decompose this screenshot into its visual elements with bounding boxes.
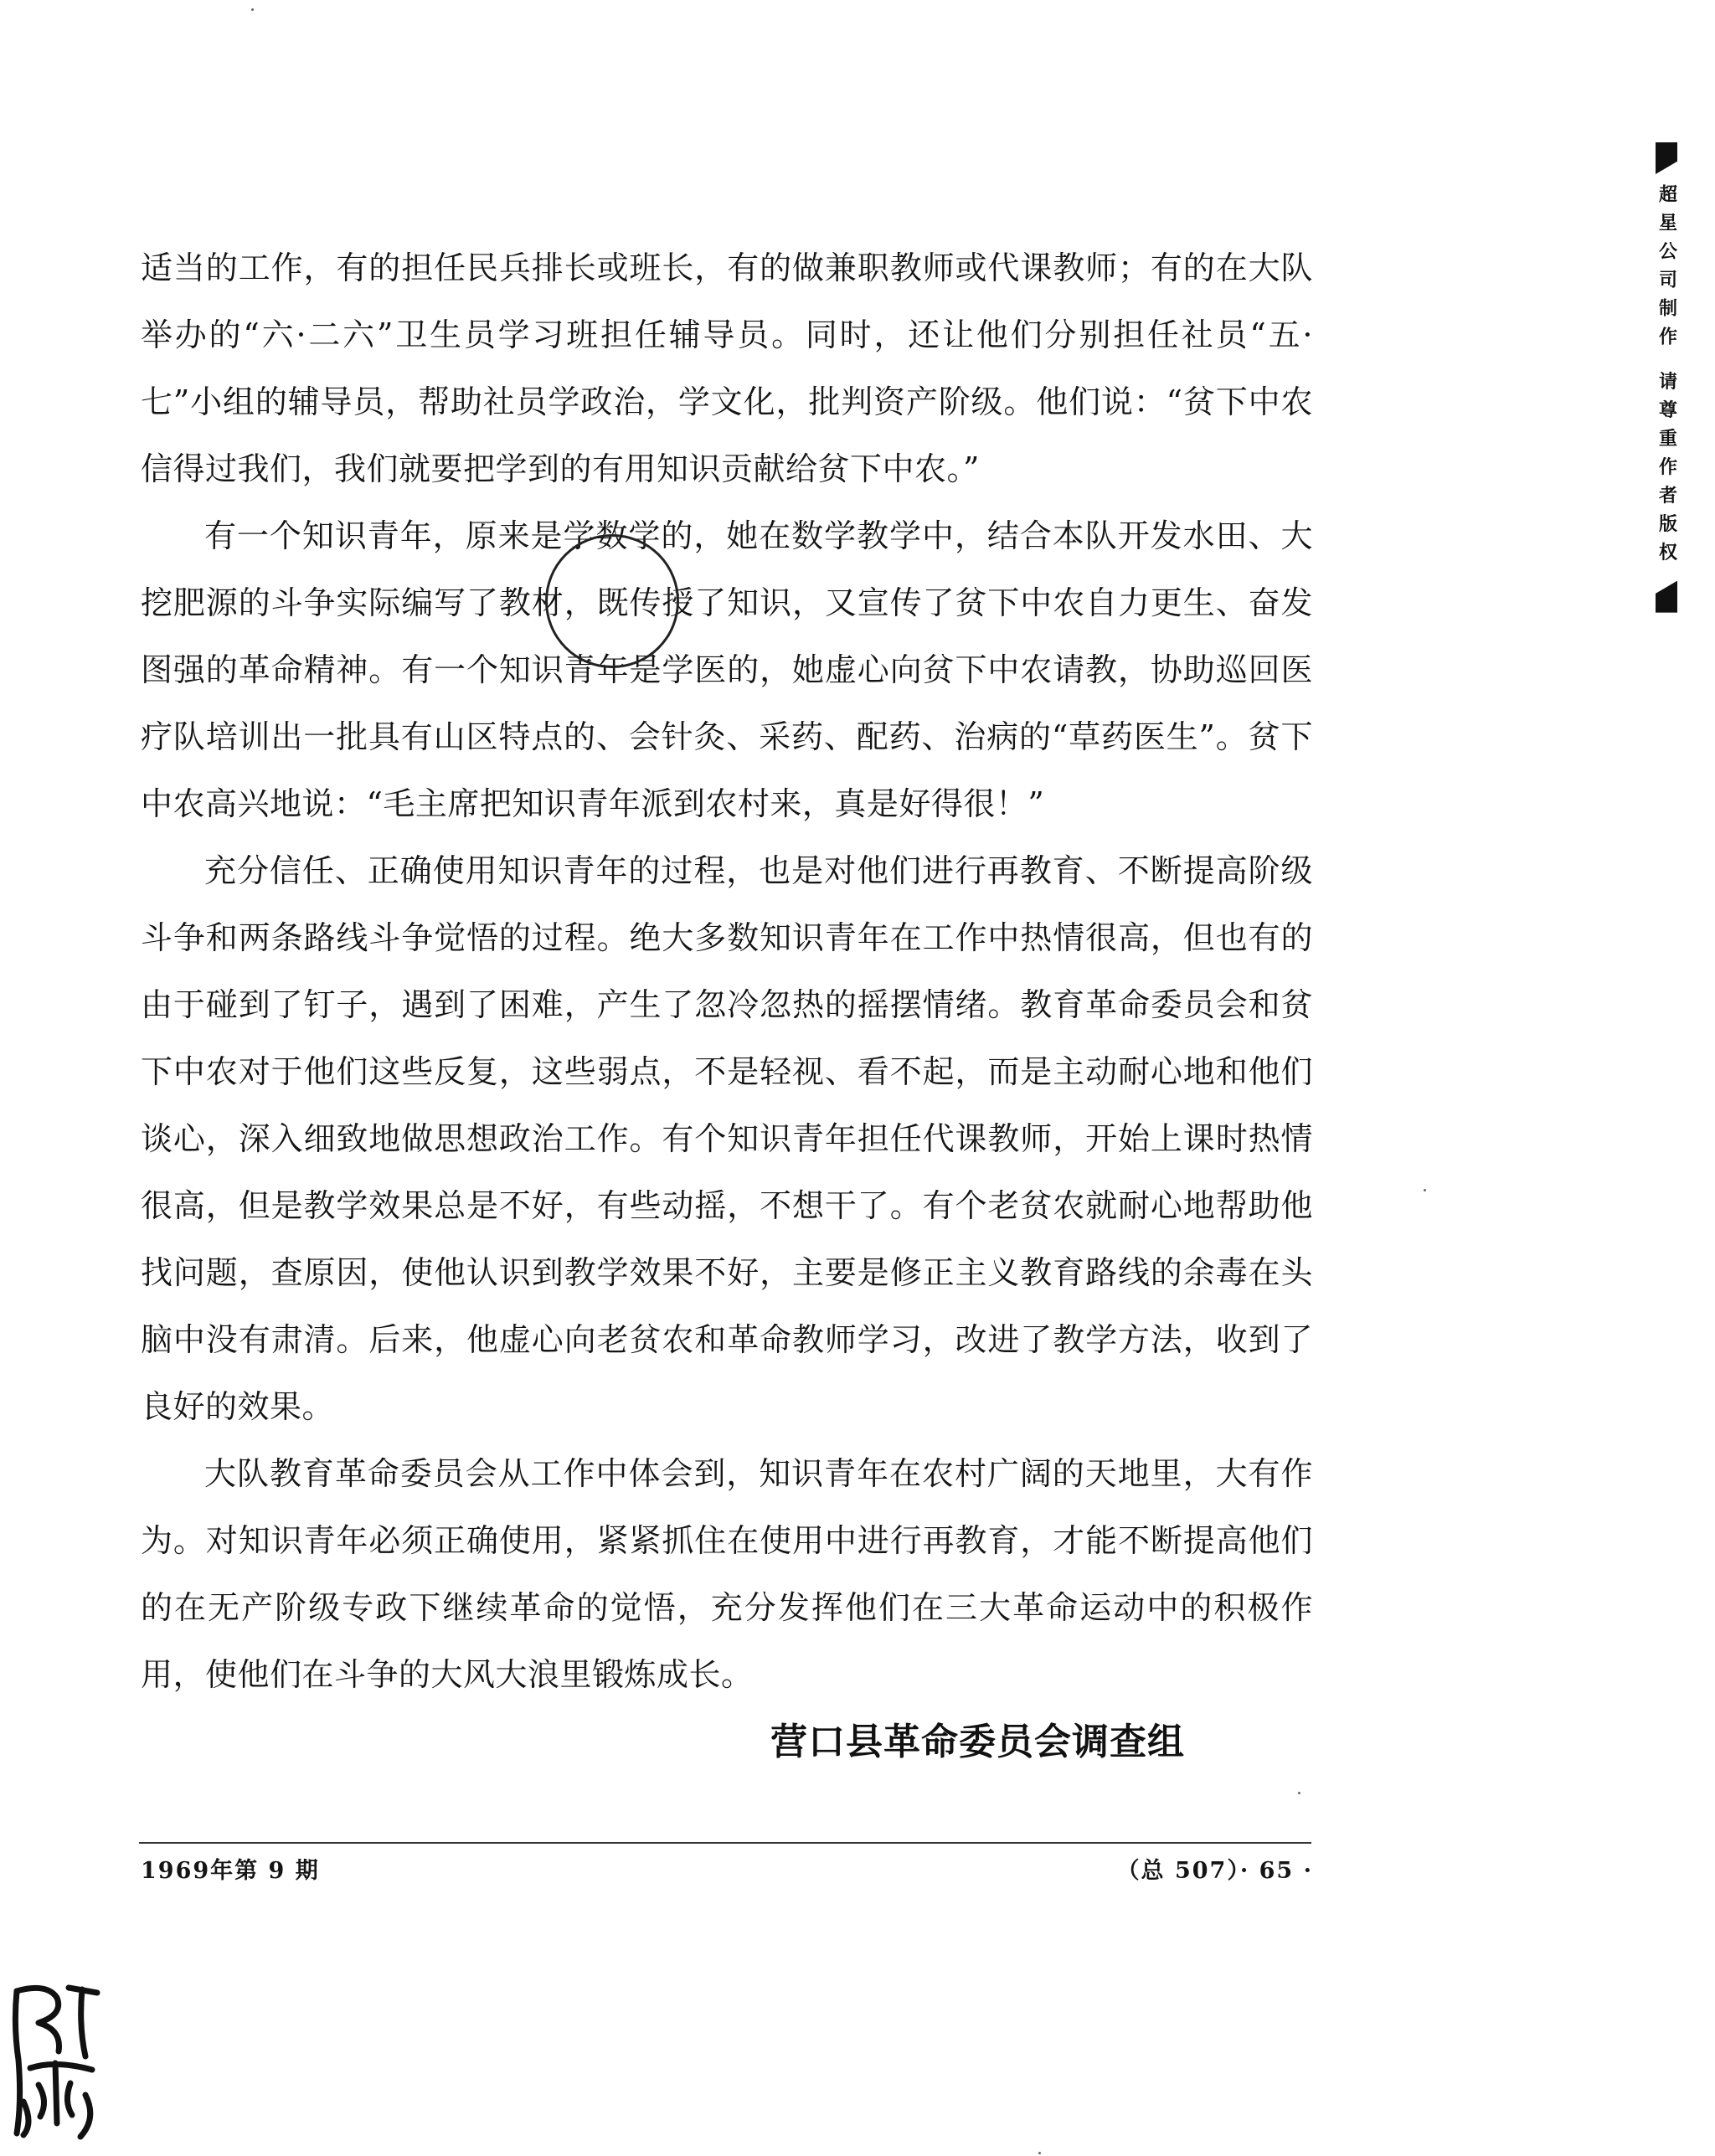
paragraph-4: 大队教育革命委员会从工作中体会到，知识青年在农村广阔的天地里，大有作为。对知识青年必须正确使用，紧紧抓住在使用中进行再教育，才能不断提高他们的在无产阶级专政下继续革命的觉悟，充分发挥他们在三大革命运动中的积极作用，使他们在斗争的大风大浪里锻炼成长。 xyxy=(141,1455,1313,1693)
seal-stroke xyxy=(17,1988,59,2051)
paragraph-3: 充分信任、正确使用知识青年的过程，也是对他们进行再教育、不断提高阶级斗争和两条路线斗争觉悟的过程。绝大多数知识青年在工作中热情很高，但也有的由于碰到了钉子，遇到了困难，产生了忽冷忽热的摇摆情绪。教育革命委员会和贫下中农对于他们这些反复，这些弱点，不是轻视、看不起，而是主动耐心地和他们谈心，深入细致地做思想政治工作。有个知识青年担任代课教师，开始上课时热情很高，但是教学效果总是不好，有些动摇，不想干了。有个老贫农就耐心地帮助他找问题，查原因，使他认识到教学效果不好，主要是修正主义教育路线的余毒在头脑中没有肃清。后来，他虚心向老贫农和革命教师学习，改进了教学方法，收到了良好的效果。 xyxy=(141,852,1313,1425)
seal-stroke xyxy=(69,1988,97,2056)
hand-drawn-circle-mark xyxy=(545,534,679,668)
page-number: （总 507）· 65 · xyxy=(1116,1858,1313,1884)
copyright-side-notice xyxy=(1650,142,1683,613)
copyright-notice-text: 超星公司制作 请尊重作者版权 xyxy=(1656,184,1677,571)
article-body xyxy=(141,234,1313,1708)
notice-bar-bottom xyxy=(1656,581,1677,613)
paragraph-1: 适当的工作，有的担任民兵排长或班长，有的做兼职教师或代课教师；有的在大队举办的“六·二六”卫生员学习班担任辅导员。同时，还让他们分别担任社员“五·七”小组的辅导员，帮助社员学政治，学文化，批判资产阶级。他们说：“贫下中农信得过我们，我们就要把学到的有用知识贡献给贫下中农。” xyxy=(141,250,1313,487)
paragraph-2: 有一个知识青年，原来是学数学的，她在数学教学中，结合本队开发水田、大挖肥源的斗争实际编写了教材，既传授了知识，又宣传了贫下中农自力更生、奋发图强的革命精神。有一个知识青年是学医的，她虚心向贫下中农请教，协助巡回医疗队培训出一批具有山区特点的、会针灸、采药、配药、治病的“草药医生”。贫下中农高兴地说：“毛主席把知识青年派到农村来，真是好得很！” xyxy=(141,517,1313,822)
scan-speck xyxy=(1298,1792,1300,1794)
footer-divider xyxy=(139,1842,1311,1844)
scan-speck xyxy=(1424,1189,1426,1191)
seal-stroke xyxy=(15,1991,19,2133)
library-seal-icon xyxy=(5,1976,106,2143)
scan-speck xyxy=(1038,2152,1041,2154)
author-signature: 营口县革命委员会调查组 xyxy=(770,1721,1185,1763)
notice-bar-top xyxy=(1656,142,1677,174)
issue-label: 1969年第 9 期 xyxy=(141,1858,320,1884)
scan-speck xyxy=(251,8,254,11)
